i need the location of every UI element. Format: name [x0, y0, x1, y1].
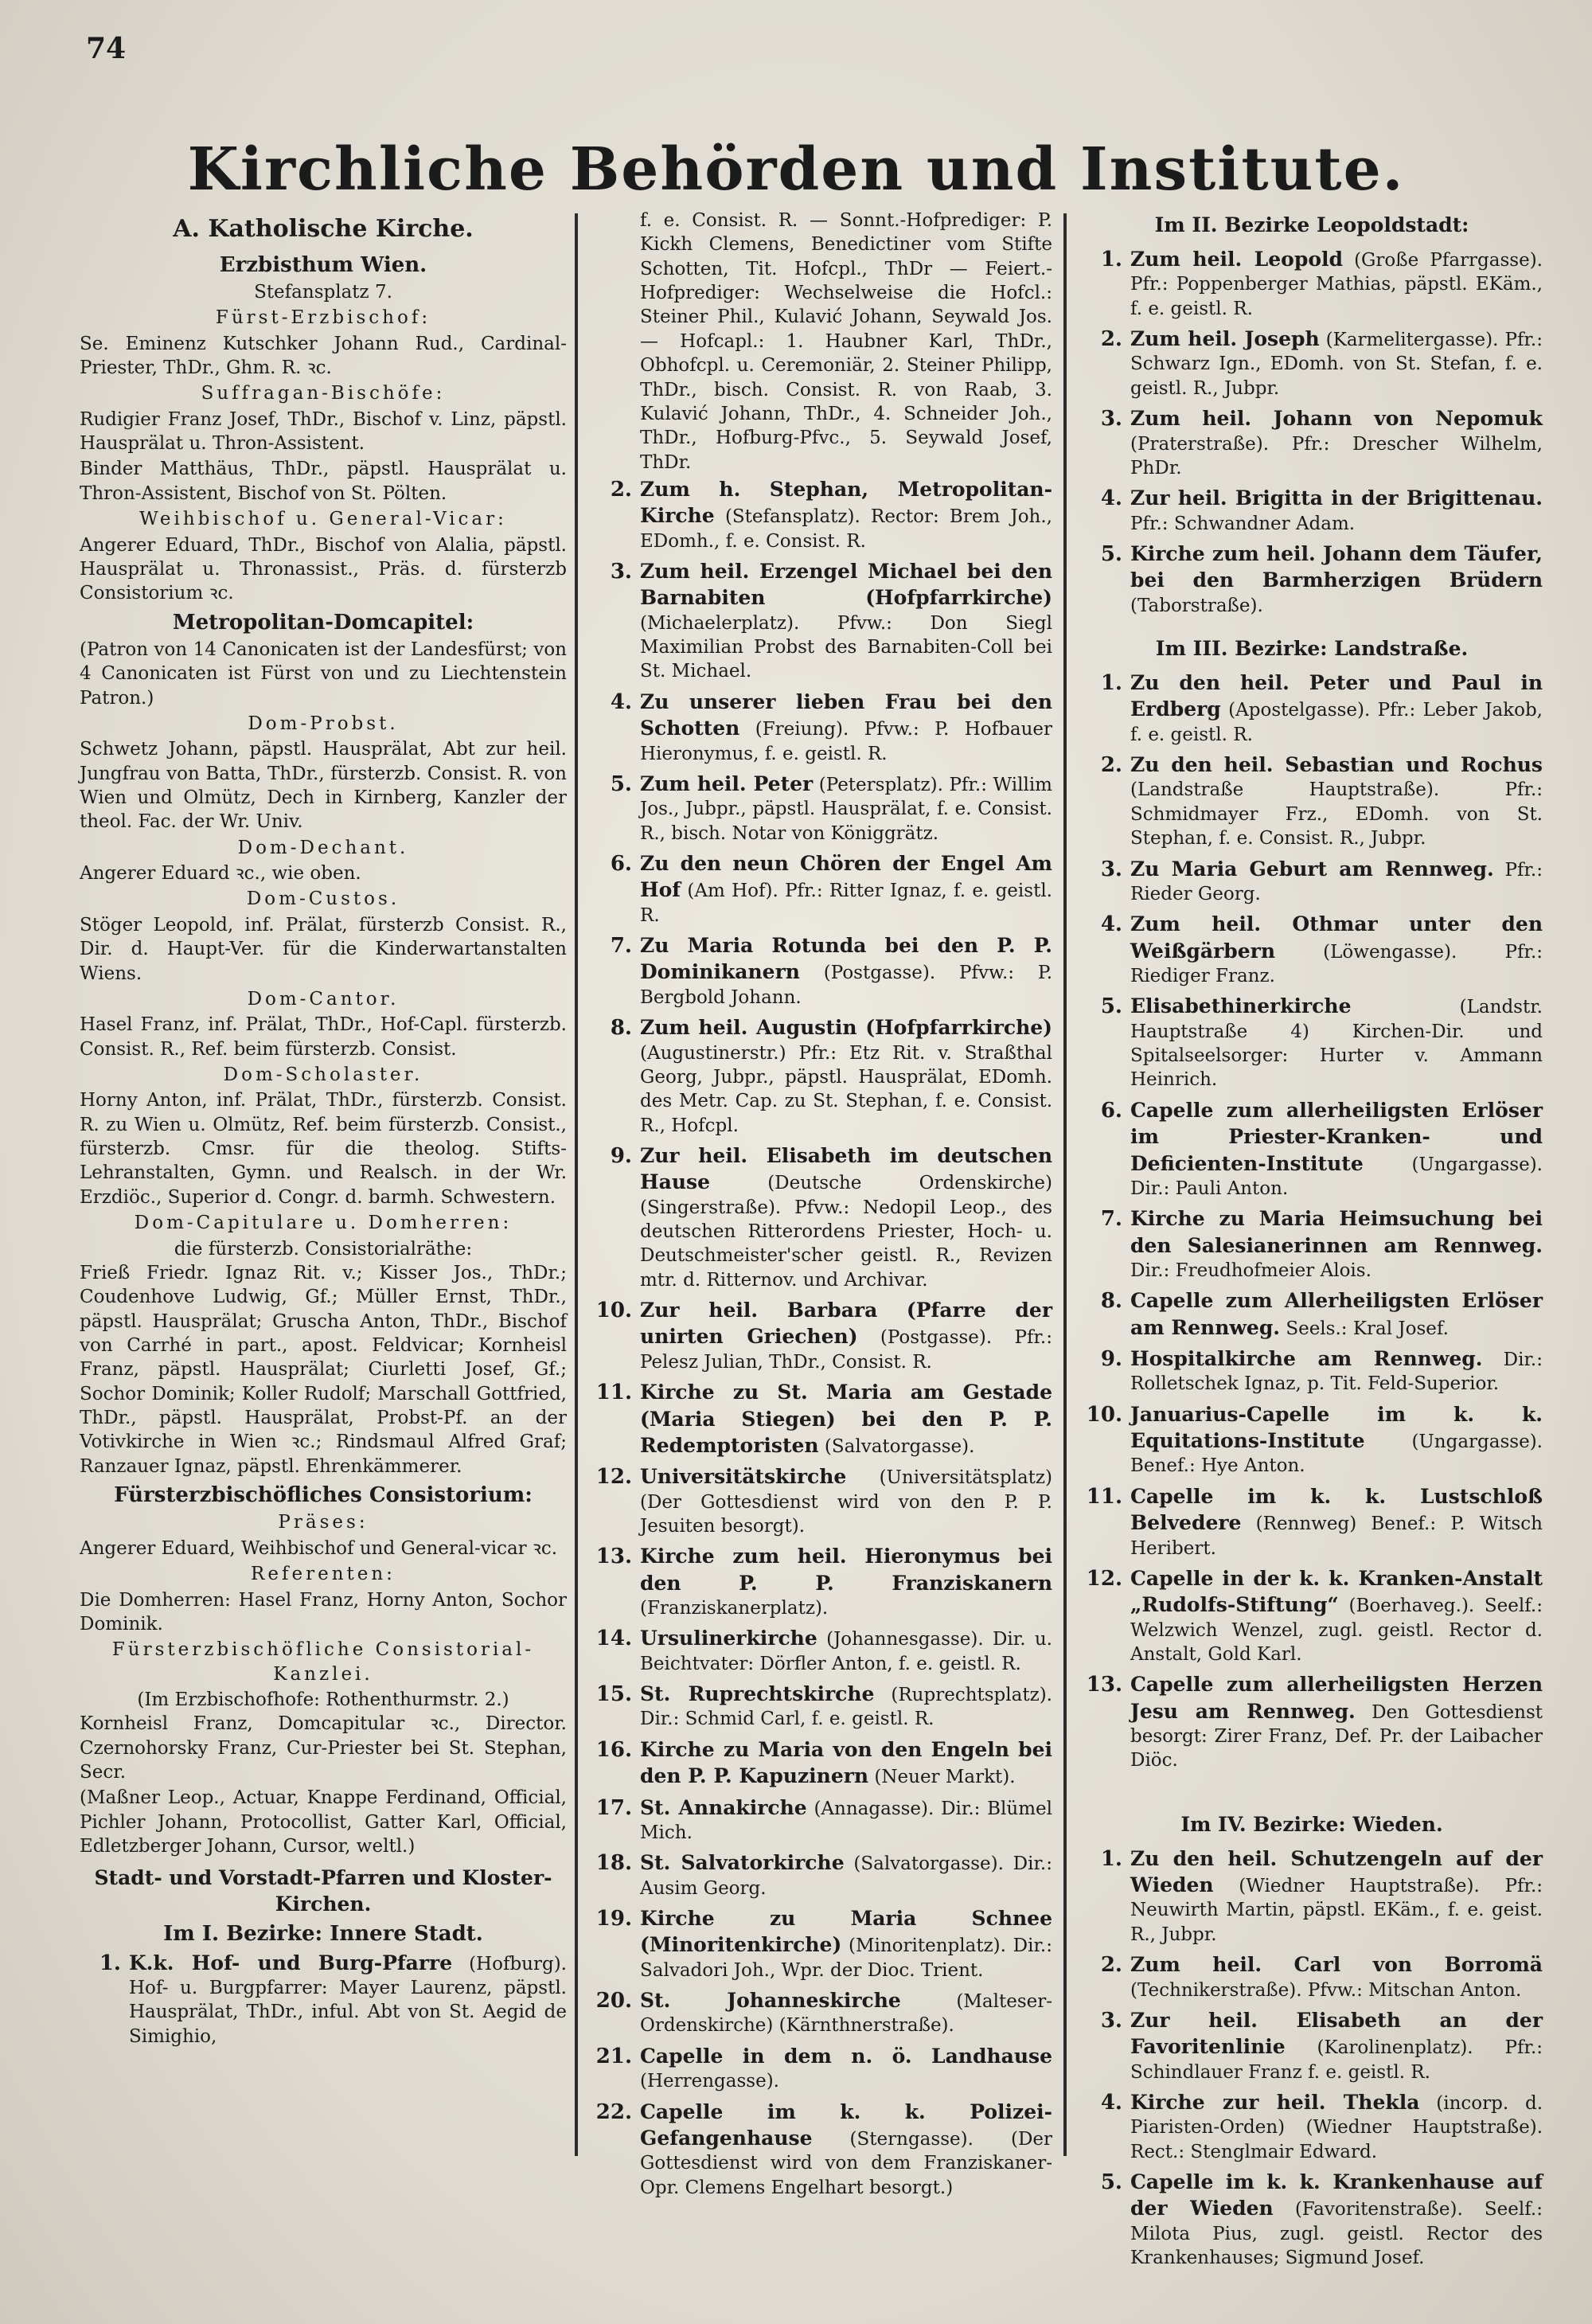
list-item	[1081, 752, 1543, 850]
item-name: Kirche zur heil. Thekla	[1130, 2091, 1420, 2114]
item-number: 21.	[595, 2044, 632, 2068]
list-item	[1081, 246, 1543, 321]
item-name: Zu den heil. Sebastian und Rochus	[1130, 753, 1543, 777]
item-text: (Franziskanerplatz).	[640, 1598, 829, 1619]
item-name: Zum heil. Augustin (Hofpfarrkirche)	[640, 1016, 1052, 1040]
item-text: (Freiung). Pfvw.: P. Hofbauer Hieronymus, f. e. geistl. R.	[640, 719, 1052, 764]
list-item	[1081, 670, 1543, 747]
list-item	[1081, 1346, 1543, 1396]
item-number: 2.	[610, 477, 632, 502]
chapter-text: (Patron von 14 Canonicaten ist der Landesfürst; von 4 Canonicaten ist Fürst von und zu Liechtenstein Patron.)	[80, 639, 567, 709]
list-item	[591, 1987, 1052, 2038]
continued-text: f. e. Consist. R. — Sonnt.-Hofprediger: P. Kickh Clemens, Benedictiner vom Stifte Schotten, Tit. Hofcpl., ThDr — Feiert.-Hofprediger: Wechselweise die Hofcl.: Steiner Phil., Kulavić Johann, Seywald Jos. — Hofcapl.: 1. Haubner Karl, ThDr., Obhofcpl. u. Ceremoniär, 2. Steiner Philipp, ThDr., bisch. Consist. R. von Raab, 3. Kulavić Johann, ThDr., 4. Schneider Joh., ThDr., Hofburg-Pfvc., 5. Seywald Josef, ThDr.	[640, 210, 1052, 473]
list-item	[1081, 2007, 1543, 2084]
suffragan-1: Rudigier Franz Josef, ThDr., Bischof v. Linz, päpstl. Hausprälat u. Thron-Assistent.	[80, 408, 567, 455]
item-number: 18.	[595, 1851, 632, 1876]
item-body	[640, 476, 1052, 553]
item-number: 2.	[1100, 1953, 1122, 1978]
item-number: 1.	[1100, 671, 1122, 696]
item-body	[640, 558, 1052, 684]
item-name: Capelle zum allerheiligsten Erlöser im Priester-Kranken- und Deficienten-Institute	[1130, 1098, 1543, 1175]
item-text: (Salvatorgasse). Dir.: Ausim Georg.	[640, 1853, 1052, 1899]
item-number: 7.	[1100, 1207, 1122, 1232]
item-name: Zum heil. Othmar unter den Weißgärbern	[1130, 912, 1543, 963]
item-number: 2.	[1100, 753, 1122, 778]
item-body	[1130, 2169, 1543, 2270]
item-number: 9.	[610, 1143, 632, 1168]
list-item	[1081, 1097, 1543, 1201]
archbishop-heading: Fürst-Erzbischof:	[215, 307, 431, 329]
district-4-list	[1081, 1846, 1543, 2271]
item-body	[1130, 2007, 1543, 2084]
item-number: 9.	[1100, 1347, 1122, 1372]
item-number: 6.	[610, 851, 632, 876]
dean-heading: Dom-Dechant.	[237, 837, 409, 858]
item-body	[1130, 752, 1543, 850]
district-1-heading: Im I. Bezirke: Innere Stadt.	[163, 1922, 483, 1947]
item-body	[1130, 1671, 1543, 1772]
item-number: 20.	[595, 1989, 632, 2013]
consistory-heading: Fürsterzbischöfliches Consistorium:	[114, 1483, 533, 1508]
item-number: 5.	[1100, 541, 1122, 566]
item-body	[1130, 1287, 1543, 1341]
item-name: Zum heil. Johann von Nepomuk	[1130, 407, 1543, 431]
list-item	[80, 1950, 567, 2049]
item-number: 1.	[1100, 248, 1122, 271]
item-number: 17.	[595, 1795, 632, 1820]
item-name: Capelle zum Allerheiligsten Erlöser am Rennweg.	[1130, 1289, 1543, 1339]
parishes-heading: Stadt- und Vorstadt-Pfarren und Kloster-Kirchen.	[94, 1866, 552, 1916]
item-body	[1130, 1205, 1543, 1283]
district-2-list	[1081, 246, 1543, 618]
archdiocese-address: Stefansplatz 7.	[254, 281, 392, 303]
item-text: Dir.: Rolletschek Ignaz, p. Tit. Feld-Superior.	[1130, 1349, 1543, 1395]
item-text: (incorp. d. Piaristen-Orden) (Wiedner Hauptstraße). Rect.: Stenglmair Edward.	[1130, 2093, 1543, 2162]
archdiocese-heading: Erzbisthum Wien.	[219, 252, 427, 277]
item-body	[640, 1543, 1052, 1620]
item-name: Kirche zu St. Maria am Gestade (Maria Stiegen) bei den P. P. Redemptoristen	[640, 1381, 1052, 1457]
item-name: Capelle im k. k. Polizei-Gefangenhause	[640, 2099, 1052, 2150]
list-item	[591, 850, 1052, 928]
item-body	[640, 1905, 1052, 1982]
referents-text: Die Domherren: Hasel Franz, Horny Anton, Sochor Dominik.	[80, 1589, 567, 1635]
item-text: (Apostelgasse). Pfr.: Leber Jakob, f. e. geistl. R.	[1130, 700, 1543, 745]
list-item	[591, 1379, 1052, 1459]
column-1	[80, 209, 567, 2053]
item-name: Zu den heil. Schutzengeln auf der Wieden	[1130, 1846, 1543, 1897]
item-number: 10.	[595, 1299, 632, 1323]
item-number: 11.	[595, 1381, 632, 1405]
item-body	[640, 1795, 1052, 1846]
item-name: Capelle im k. k. Lustschloß Belvedere	[1130, 1484, 1543, 1535]
item-name: Kirche zu Maria von den Engeln bei den P. P. Kapuzinern	[640, 1737, 1052, 1788]
item-text: (Malteser-Ordenskirche) (Kärnthnerstraße).	[640, 1991, 1053, 2037]
item-number: 2.	[1100, 327, 1122, 352]
item-text: (Sterngasse). (Der Gottesdienst wird von dem Franziskaner-Opr. Clemens Engelhart besorgt.)	[640, 2128, 1052, 2198]
item-number: 16.	[595, 1737, 632, 1762]
item-text: Dir.: Freudhofmeier Alois.	[1130, 1260, 1372, 1281]
item-name: Zu den heil. Peter und Paul in Erdberg	[1130, 671, 1543, 721]
item-name: Hospitalkirche am Rennweg.	[1130, 1347, 1483, 1371]
item-text: Pfr.: Schwandner Adam.	[1130, 513, 1356, 534]
item-number: 11.	[1086, 1484, 1122, 1509]
list-item	[1081, 1846, 1543, 1947]
list-item	[1081, 2089, 1543, 2164]
chancery-text: Kornheisl Franz, Domcapitular ꝛc., Director. Czernohorsky Franz, Cur-Priester bei St. Stephan, Secr.	[80, 1713, 567, 1783]
item-body	[1130, 485, 1543, 536]
item-number: 10.	[1086, 1402, 1122, 1427]
spacer	[1081, 1778, 1543, 1794]
item-text: (Hofburg). Hof- u. Burgpfarrer: Mayer Laurenz, päpstl. Hausprälat, ThDr., inful. Abt von St. Aegid de Simighio,	[129, 1953, 567, 2047]
item-name: Capelle in der k. k. Kranken-Anstalt „Rudolfs-Stiftung“	[1130, 1566, 1543, 1617]
item-body	[640, 1987, 1052, 2038]
referents-heading: Referenten:	[251, 1564, 396, 1585]
item-number: 6.	[1100, 1098, 1122, 1123]
item-number: 14.	[595, 1627, 632, 1651]
item-body	[640, 1736, 1052, 1790]
item-name: Zum h. Stephan, Metropolitan-Kirche	[640, 477, 1052, 528]
provost-heading: Dom-Probst.	[248, 713, 399, 734]
item-text: (Ungargasse). Dir.: Pauli Anton.	[1130, 1154, 1543, 1199]
item-number: 4.	[1100, 486, 1122, 511]
list-item	[1081, 541, 1543, 618]
item-number: 4.	[1100, 2091, 1122, 2115]
item-body	[129, 1950, 567, 2049]
scholaster-text: Horny Anton, inf. Prälat, ThDr., fürsterzb. Consist. R. zu Wien u. Olmütz, Ref. beim fürsterzb. Consist., fürsterzb. Cmsr. für die theolog. Stifts-Lehranstalten, Gymn. und Realsch. in der Wr. Erzdiöc., Superior d. Congr. d. barmh. Schwestern.	[80, 1090, 567, 1208]
item-text: (Neuer Markt).	[868, 1767, 1016, 1788]
item-body	[640, 1297, 1052, 1374]
dean-text: Angerer Eduard ꝛc., wie oben.	[80, 863, 361, 885]
item-body	[1130, 911, 1543, 988]
item-name: St. Johanneskirche	[640, 1989, 901, 2013]
item-name: Zum heil. Peter	[640, 771, 814, 795]
list-item	[591, 1142, 1052, 1292]
item-number: 8.	[1100, 1289, 1122, 1314]
list-item	[591, 932, 1052, 1010]
item-body	[1130, 1401, 1543, 1478]
custos-heading: Dom-Custos.	[246, 889, 400, 910]
list-item	[591, 1014, 1052, 1138]
item-number: 4.	[1100, 912, 1122, 937]
column-divider-1	[575, 213, 578, 2156]
item-body	[1130, 993, 1543, 1092]
item-text: (Ruprechtsplatz). Dir.: Schmid Carl, f. e. geistl. R.	[640, 1685, 1052, 1730]
list-item	[591, 1681, 1052, 1732]
list-item	[591, 558, 1052, 684]
provost-text: Schwetz Johann, päpstl. Hausprälat, Abt zur heil. Jungfrau von Batta, ThDr., fürsterzb. Consist. R. von Wien und Olmütz, Dech in Kirnberg, Kanzler der theol. Fac. der Wr. Univ.	[80, 739, 567, 833]
list-item	[1081, 405, 1543, 480]
item-number: 3.	[1100, 407, 1122, 432]
item-text: (Landstraße Hauptstraße). Pfr.: Schmidmayer Frz., EDomh. von St. Stephan, f. e. Consist. R., Jubpr.	[1130, 779, 1543, 850]
list-item	[591, 1625, 1052, 1676]
district-2-heading: Im II. Bezirke Leopoldstadt:	[1154, 213, 1469, 236]
item-text: (Michaelerplatz). Pfvw.: Don Siegl Maximilian Probst des Barnabiten-Coll bei St. Michael.	[640, 612, 1052, 682]
item-text: (Johannesgasse). Dir. u. Beichtvater: Dörfler Anton, f. e. geistl. R.	[640, 1629, 1052, 1674]
capitular-heading: Dom-Capitulare u. Domherren:	[134, 1213, 513, 1234]
list-item	[1081, 1565, 1543, 1666]
item-name: Universitätskirche	[640, 1465, 847, 1489]
list-item	[1081, 1951, 1543, 2002]
item-text: (Herrengasse).	[640, 2071, 779, 2092]
item-text: (Landstr. Hauptstraße 4) Kirchen-Dir. und Spitalseelsorger: Hurter v. Ammann Heinrich.	[1130, 997, 1543, 1091]
cantor-heading: Dom-Cantor.	[247, 988, 400, 1010]
item-text: (Augustinerstr.) Pfr.: Etz Rit. v. Straßthal Georg, Jubpr., päpstl. Hausprälat, EDomh. des Metr. Cap. zu St. Stephan, f. e. Consist. R., Hofcpl.	[640, 1042, 1052, 1136]
item-number: 3.	[1100, 2008, 1122, 2033]
item-body	[1130, 1951, 1543, 2002]
item-name: Capelle zum allerheiligsten Herzen Jesu am Rennweg.	[1130, 1673, 1543, 1723]
item-number: 12.	[1086, 1566, 1122, 1591]
item-body	[640, 1014, 1052, 1138]
item-name: K.k. Hof- und Burg-Pfarre	[129, 1951, 453, 1974]
item-text: (Minoritenplatz). Dir.: Salvadori Joh., Wpr. der Dioc. Trient.	[640, 1935, 1052, 1981]
district-3-heading: Im III. Bezirke: Landstraße.	[1155, 637, 1469, 661]
list-item	[1081, 1483, 1543, 1560]
item-number: 5.	[1100, 2170, 1122, 2195]
item-body	[640, 1849, 1052, 1900]
item-body	[1130, 246, 1543, 321]
page-title: Kirchliche Behörden und Institute.	[187, 135, 1405, 204]
item-name: Zur heil. Brigitta in der Brigittenau.	[1130, 486, 1543, 510]
list-item	[591, 1463, 1052, 1538]
item-number: 5.	[1100, 994, 1122, 1019]
item-text: (Löwengasse). Pfr.: Riediger Franz.	[1130, 941, 1543, 986]
item-text: (Karolinenplatz). Pfr.: Schindlauer Franz f. e. geistl. R.	[1130, 2037, 1543, 2083]
item-name: Capelle in dem n. ö. Landhause	[640, 2044, 1052, 2068]
list-item	[1081, 326, 1543, 400]
item-text: (Boerhaveg.). Seelf.: Welzwich Wenzel, zugl. geistl. Rector d. Anstalt, Gold Karl.	[1130, 1596, 1543, 1665]
item-name: Zum heil. Erzengel Michael bei den Barnabiten (Hofpfarrkirche)	[640, 560, 1052, 610]
item-name: Zu den neun Chören der Engel Am Hof	[640, 851, 1052, 902]
column-divider-2	[1063, 213, 1067, 2156]
chancery-address: (Im Erzbischofhofe: Rothenthurmstr. 2.)	[137, 1689, 509, 1710]
list-item	[591, 1795, 1052, 1846]
item-name: Zum heil. Joseph	[1130, 327, 1320, 351]
archbishop-text: Se. Eminenz Kutschker Johann Rud., Cardinal-Priester, ThDr., Ghm. R. ꝛc.	[80, 333, 567, 378]
column-2	[591, 209, 1052, 2205]
page-number: 74	[86, 32, 127, 65]
item-name: Capelle im k. k. Krankenhause auf der Wieden	[1130, 2170, 1543, 2220]
list-item	[1081, 1671, 1543, 1772]
item-body	[640, 932, 1052, 1010]
item-name: Zu Maria Geburt am Rennweg.	[1130, 857, 1494, 881]
item-text: Seels.: Kral Josef.	[1280, 1318, 1449, 1339]
section-heading: A. Katholische Kirche.	[173, 215, 474, 243]
item-body	[1130, 1346, 1543, 1396]
custos-text: Stöger Leopold, inf. Prälat, fürsterzb Consist. R., Dir. d. Haupt-Ver. für die Kinderwartanstalten Wiens.	[80, 914, 567, 984]
list-item	[591, 1905, 1052, 1982]
list-item	[591, 1297, 1052, 1374]
item-number: 19.	[595, 1907, 632, 1931]
item-text: (Praterstraße). Pfr.: Drescher Wilhelm, PhDr.	[1130, 433, 1543, 478]
capitular-subheading: die fürsterzb. Consistorialräthe:	[174, 1238, 473, 1260]
item-number: 4.	[610, 689, 632, 714]
list-item	[591, 1736, 1052, 1790]
item-name: Zum heil. Carl von Borromä	[1130, 1953, 1543, 1977]
item-body	[640, 1681, 1052, 1732]
item-text: (Stefansplatz). Rector: Brem Joh., EDomh., f. e. Consist. R.	[640, 506, 1052, 552]
item-number: 5.	[610, 771, 632, 796]
item-body	[1130, 2089, 1543, 2164]
item-text: (Ungargasse). Benef.: Hye Anton.	[1130, 1432, 1543, 1477]
item-number: 1.	[1100, 1846, 1122, 1871]
item-name: St. Salvatorkirche	[640, 1851, 845, 1875]
item-text: (Annagasse). Dir.: Blümel Mich.	[640, 1798, 1052, 1843]
district-1-list	[591, 476, 1052, 2200]
auxiliary-heading: Weihbischof u. General-Vicar:	[139, 509, 507, 530]
item-body	[1130, 541, 1543, 618]
item-text: (Karmelitergasse). Pfr.: Schwarz Ign., EDomh. von St. Stefan, f. e. geistl. R., Jubpr.	[1130, 330, 1543, 399]
item-text: Den Gottesdienst besorgt: Zirer Franz, Def. Pr. der Laibacher Diöc.	[1130, 1701, 1543, 1771]
item-body	[1130, 1483, 1543, 1560]
item-name: Kirche zu Maria Schnee (Minoritenkirche)	[640, 1907, 1052, 1957]
scholaster-heading: Dom-Scholaster.	[223, 1064, 423, 1085]
item-name: Kirche zu Maria Heimsuchung bei den Salesianerinnen am Rennweg.	[1130, 1207, 1543, 1257]
item-number: 12.	[595, 1465, 632, 1490]
item-body	[640, 1142, 1052, 1292]
suffragan-2: Binder Matthäus, ThDr., päpstl. Hausprälat u. Thron-Assistent, Bischof von St. Pölten.	[80, 459, 567, 504]
list-item	[591, 2043, 1052, 2094]
item-number: 3.	[1100, 857, 1122, 881]
capitular-text: Frieß Friedr. Ignaz Rit. v.; Kisser Jos., ThDr.; Coudenhove Ludwig, Gf.; Müller Ernst, ThDr., päpstl. Hausprälat; Gruscha Anton, ThDr., Bischof von Carrhé in part., apost. Feldvicar; Kornheisl Franz, päpstl. Hausprälat; Ciurletti Josef, Gf.; Sochor Dominik; Koller Rudolf; Marschall Gottfried, ThDr., päpstl. Hausprälat, Probst-Pf. an der Votivkirche in Wien ꝛc.; Rindsmaul Alfred Graf; Ranzauer Ignaz, päpstl. Ehrenkämmerer.	[80, 1262, 567, 1477]
item-name: Kirche zum heil. Hieronymus bei den P. P. Franziskanern	[640, 1545, 1052, 1595]
item-name: Zu Maria Rotunda bei den P. P. Dominikanern	[640, 934, 1052, 984]
item-body	[640, 689, 1052, 766]
item-body	[640, 1625, 1052, 1676]
item-body	[1130, 856, 1543, 907]
item-number: 3.	[610, 560, 632, 584]
list-item	[591, 689, 1052, 766]
item-body	[640, 2043, 1052, 2094]
district-4-heading: Im IV. Bezirke: Wieden.	[1180, 1812, 1443, 1836]
item-text: (Postgasse). Pfr.: Pelesz Julian, ThDr., Consist. R.	[640, 1327, 1052, 1373]
list-item	[1081, 1287, 1543, 1341]
item-name: Zur heil. Barbara (Pfarre der unirten Griechen)	[640, 1299, 1052, 1349]
item-body	[1130, 1565, 1543, 1666]
item-text: (Wiedner Hauptstraße). Pfr.: Neuwirth Martin, päpstl. EKäm., f. e. geist. R., Jubpr.	[1130, 1876, 1543, 1945]
item-text: (Salvatorgasse).	[818, 1435, 975, 1457]
list-item	[1081, 993, 1543, 1092]
item-text: (Am Hof). Pfr.: Ritter Ignaz, f. e. geistl. R.	[640, 881, 1052, 926]
list-item	[1081, 2169, 1543, 2270]
item-text: Pfr.: Rieder Georg.	[1130, 859, 1543, 904]
item-text: (Favoritenstraße). Seelf.: Milota Pius, zugl. geistl. Rector des Krankenhauses; Sigmund Josef.	[1130, 2199, 1543, 2269]
item-text: (Große Pfarrgasse). Pfr.: Poppenberger Mathias, päpstl. EKäm., f. e. geistl. R.	[1130, 250, 1543, 319]
suffragan-heading: Suffragan-Bischöfe:	[201, 383, 446, 404]
list-item	[1081, 1401, 1543, 1478]
chancery-staff: (Maßner Leop., Actuar, Knappe Ferdinand, Official, Pichler Johann, Protocollist, Gatter Karl, Official, Edletzberger Johann, Cursor, weltl.)	[80, 1787, 567, 1857]
item-body	[1130, 326, 1543, 400]
list-item	[591, 1543, 1052, 1620]
item-text: (Deutsche Ordenskirche) (Singerstraße). Pfvw.: Nedopil Leop., des deutschen Ritterordens Priester, Hoch- u. Deutschmeister'scher geistl. R., Revizen mtr. d. Ritternov. und Archivar.	[640, 1173, 1052, 1291]
item-text: (Taborstraße).	[1130, 595, 1263, 616]
item-number: 15.	[595, 1682, 632, 1707]
item-body	[1130, 670, 1543, 747]
list-item	[1081, 1205, 1543, 1283]
item-number: 1.	[99, 1951, 121, 1975]
item-text: (Rennweg) Benef.: P. Witsch Heribert.	[1130, 1514, 1543, 1559]
chancery-heading: Fürsterzbischöfliche Consistorial-Kanzlei.	[111, 1639, 535, 1685]
cantor-text: Hasel Franz, inf. Prälat, ThDr., Hof-Capl. fürsterzb. Consist. R., Ref. beim fürsterzb. Consist.	[80, 1014, 567, 1060]
item-name: Zur heil. Elisabeth im deutschen Hause	[640, 1143, 1052, 1194]
item-number: 13.	[1086, 1673, 1122, 1697]
auxiliary-text: Angerer Eduard, ThDr., Bischof von Alalia, päpstl. Hausprälat u. Thronassist., Präs. d. fürsterzb Consistorium ꝛc.	[80, 534, 567, 604]
chapter-heading: Metropolitan-Domcapitel:	[172, 610, 474, 635]
item-name: St. Annakirche	[640, 1795, 807, 1819]
item-text: (Postgasse). Pfvw.: P. Bergbold Johann.	[640, 963, 1052, 1008]
list-item	[591, 1849, 1052, 1900]
item-body	[640, 2099, 1052, 2200]
district-3-list	[1081, 670, 1543, 1773]
item-name: Kirche zum heil. Johann dem Täufer, bei den Barmherzigen Brüdern	[1130, 541, 1543, 592]
item-name: Ursulinerkirche	[640, 1627, 817, 1650]
list-item	[1081, 856, 1543, 907]
item-number: 13.	[595, 1545, 632, 1569]
item-body	[1130, 405, 1543, 480]
item-number: 22.	[595, 2099, 632, 2124]
item-body	[640, 771, 1052, 846]
item-body	[640, 850, 1052, 928]
item-name: St. Ruprechtskirche	[640, 1682, 875, 1706]
item-text: (Universitätsplatz) (Der Gottesdienst wird von den P. P. Jesuiten besorgt).	[640, 1467, 1052, 1537]
list-item	[1081, 911, 1543, 988]
item-name: Zum heil. Leopold	[1130, 248, 1343, 271]
item-body	[640, 1379, 1052, 1459]
item-name: Elisabethinerkirche	[1130, 994, 1352, 1018]
list-item	[591, 476, 1052, 553]
item-number: 8.	[610, 1016, 632, 1041]
item-body	[1130, 1097, 1543, 1201]
item-number: 7.	[610, 934, 632, 959]
item-body	[1130, 1846, 1543, 1947]
item-body	[640, 1463, 1052, 1538]
list-item	[591, 2099, 1052, 2200]
list-item	[591, 771, 1052, 846]
praeses-text: Angerer Eduard, Weihbischof und General-vicar ꝛc.	[80, 1537, 558, 1559]
item-name: Zu unserer lieben Frau bei den Schotten	[640, 689, 1052, 740]
item-text: (Petersplatz). Pfr.: Willim Jos., Jubpr., päpstl. Hausprälat, f. e. Consist. R., bisch. Notar von Königgrätz.	[640, 774, 1052, 844]
item-text: (Technikerstraße). Pfvw.: Mitschan Anton.	[1130, 1979, 1522, 2001]
item-name: Zur heil. Elisabeth an der Favoritenlinie	[1130, 2008, 1543, 2059]
praeses-heading: Präses:	[278, 1512, 369, 1533]
list-item	[1081, 485, 1543, 536]
item-name: Januarius-Capelle im k. k. Equitations-Institute	[1130, 1402, 1543, 1453]
column-3	[1081, 209, 1543, 2275]
